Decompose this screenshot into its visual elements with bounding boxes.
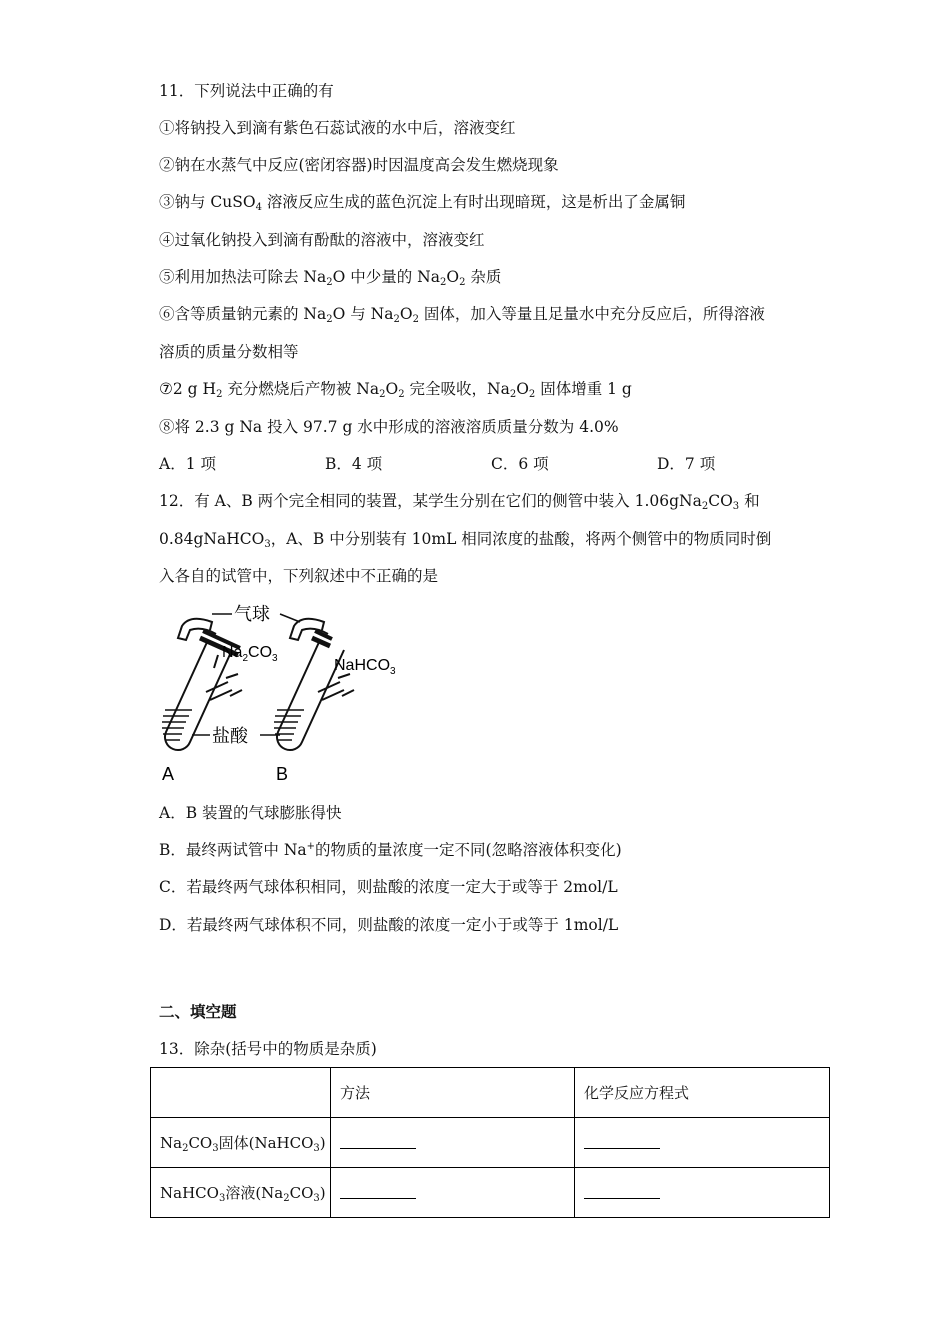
text-segment: ) — [319, 1184, 326, 1202]
subscript: 3 — [218, 1193, 226, 1204]
subscript: 3 — [313, 1193, 320, 1204]
q12-option-b[interactable] — [159, 840, 622, 860]
q12-option-a[interactable]: A．B 装置的气球膨胀得快 — [159, 804, 342, 822]
q12-stem-line-3: 入各自的试管中，下列叙述中不正确的是 — [159, 567, 439, 585]
acid-label: 盐酸 — [212, 726, 248, 747]
q11-statement-6-cont: 溶质的质量分数相等 — [159, 343, 299, 361]
subscript: 2 — [439, 277, 447, 288]
q11-statement-8: ⑧将 2.3 g Na 投入 97.7 g 水中形成的溶液溶质质量分数为 4.0% — [159, 418, 619, 436]
subscript: 2 — [701, 501, 709, 512]
subscript: 3 — [272, 653, 278, 664]
q11-statement-7: ⑦2 g $H_2$ 充分燃烧后产物被 $Na_2O_2$ 完全吸收，$Na_2O_2$ 固体增重 1 g — [159, 380, 632, 400]
q11-statement-3 — [159, 192, 685, 212]
text-segment: CO — [708, 492, 733, 510]
answer-blank-equation-2[interactable] — [575, 1168, 830, 1218]
q11-statement-1: ①将钠投入到滴有紫色石蕊试液的水中后，溶液变红 — [159, 119, 516, 137]
q11-statement-5: ⑤利用加热法可除去 $Na_2O$ 中少量的 $Na_2O_2$ 杂质 — [159, 268, 502, 288]
text-segment: ) — [319, 1134, 326, 1152]
q13-table — [150, 1067, 830, 1218]
row-label-na2co3 — [151, 1118, 331, 1168]
subscript: 3 — [732, 501, 740, 512]
text-segment: NaHCO — [160, 1184, 219, 1202]
text-segment: 充分燃烧后产物被 Na — [222, 380, 380, 398]
subscript: 2 — [326, 314, 333, 325]
table-row — [151, 1118, 830, 1168]
q12-option-c[interactable]: C．若最终两气球体积相同，则盐酸的浓度一定大于或等于 2mol/L — [159, 878, 618, 896]
text-segment: ⑥含等质量钠元素的 Na — [159, 305, 327, 323]
text-segment: Na — [222, 644, 243, 661]
q11-statement-2: ②钠在水蒸气中反应(密闭容器)时因温度高会发生燃烧现象 — [159, 156, 559, 174]
header-equation: 化学反应方程式 — [575, 1068, 830, 1118]
text-segment: 溶液反应生成的蓝色沉淀上有时出现暗斑，这是析出了金属铜 — [261, 193, 686, 211]
row-label-nahco3 — [151, 1168, 331, 1218]
q11-option-b[interactable]: B．4 项 — [325, 455, 383, 473]
section-title: 二、填空题 — [159, 1002, 237, 1021]
q12-stem-line-2 — [159, 529, 771, 549]
subscript: 2 — [528, 389, 536, 400]
text-segment: 杂质 — [465, 268, 502, 286]
table-row — [151, 1168, 830, 1218]
q11-option-a[interactable]: A．1 项 — [159, 455, 216, 473]
blank-line — [340, 1188, 416, 1199]
blank-line — [340, 1138, 416, 1149]
q11-statement-4: ④过氧化钠投入到滴有酚酞的溶液中，溶液变红 — [159, 231, 485, 249]
q11-options — [159, 454, 799, 474]
text-segment: NaHCO — [334, 657, 391, 674]
answer-blank-method-2[interactable] — [331, 1168, 575, 1218]
subscript: 2 — [216, 389, 223, 400]
text-segment: Na — [160, 1134, 183, 1152]
text-segment: CO — [188, 1134, 213, 1152]
na2co3-label — [222, 644, 278, 664]
text-segment: B．最终两试管中 Na — [159, 841, 307, 859]
test-tube-apparatus-diagram — [150, 600, 420, 785]
table-header-row — [151, 1068, 830, 1118]
text-segment: 的物质的量浓度一定不同(忽略溶液体积变化) — [315, 841, 622, 859]
subscript: 2 — [509, 389, 517, 400]
label-b: B — [276, 764, 289, 784]
blank-line — [584, 1138, 660, 1149]
q11-statement-6: ⑥含等质量钠元素的 $Na_2O$ 与 $Na_2O_2$ 固体，加入等量且足量水中充分反应后，所得溶液 — [159, 305, 765, 325]
q11-option-c[interactable]: C．6 项 — [491, 455, 549, 473]
subscript: 2 — [242, 653, 249, 664]
text-segment: O 与 Na — [332, 305, 394, 323]
text-segment: CO — [289, 1184, 314, 1202]
answer-blank-method-1[interactable] — [331, 1118, 575, 1168]
subscript: 2 — [182, 1143, 189, 1154]
subscript: 3 — [390, 666, 396, 677]
subscript: 2 — [412, 314, 419, 325]
nahco3-label — [334, 657, 396, 677]
liquid-a — [162, 710, 192, 740]
label-a: A — [162, 764, 175, 784]
tube-b — [277, 619, 354, 750]
subscript: 2 — [459, 277, 466, 288]
text-segment: 完全吸收，Na — [404, 380, 510, 398]
subscript: 2 — [393, 314, 400, 325]
blank-line — [584, 1188, 660, 1199]
q12-stem-line-1 — [159, 491, 760, 511]
text-segment: 固体(NaHCO — [218, 1134, 314, 1152]
text-segment: ③钠与 CuSO — [159, 193, 256, 211]
subscript: 3 — [313, 1143, 320, 1154]
subscript: 4 — [255, 202, 262, 213]
text-segment: ⑤利用加热法可除去 Na — [159, 268, 327, 286]
subscript: 2 — [283, 1193, 290, 1204]
subscript: 3 — [264, 539, 271, 550]
superscript: + — [306, 841, 316, 852]
text-segment: ，A、B 中分别装有 10mL 相同浓度的盐酸，将两个侧管中的物质同时倒 — [270, 530, 772, 548]
text-segment: 固体，加入等量且足量水中充分反应后，所得溶液 — [418, 305, 765, 323]
balloon-label: 气球 — [234, 604, 270, 625]
text-segment: 固体增重 1 g — [535, 380, 632, 398]
text-segment: ⑦2 g H — [159, 380, 217, 398]
text-segment: O 中少量的 Na — [332, 268, 440, 286]
text-segment: 和 — [739, 492, 760, 510]
table-cell-empty — [151, 1068, 331, 1118]
q11-stem: 11．下列说法中正确的有 — [159, 82, 334, 100]
header-method: 方法 — [331, 1068, 575, 1118]
text-segment: CO — [248, 644, 273, 661]
q13-stem: 13．除杂(括号中的物质是杂质) — [159, 1040, 377, 1058]
q12-option-d[interactable]: D．若最终两气球体积不同，则盐酸的浓度一定小于或等于 1mol/L — [159, 916, 619, 934]
answer-blank-equation-1[interactable] — [575, 1118, 830, 1168]
subscript: 2 — [326, 277, 333, 288]
subscript: 3 — [212, 1143, 219, 1154]
q11-option-d[interactable]: D．7 项 — [657, 455, 716, 473]
text-segment: 0.84gNaHCO — [159, 530, 265, 548]
text-segment: 12．有 A、B 两个完全相同的装置，某学生分别在它们的侧管中装入 1.06gNa — [159, 492, 702, 510]
subscript: 2 — [398, 389, 405, 400]
subscript: 2 — [379, 389, 386, 400]
text-segment: 溶液(Na — [225, 1184, 284, 1202]
